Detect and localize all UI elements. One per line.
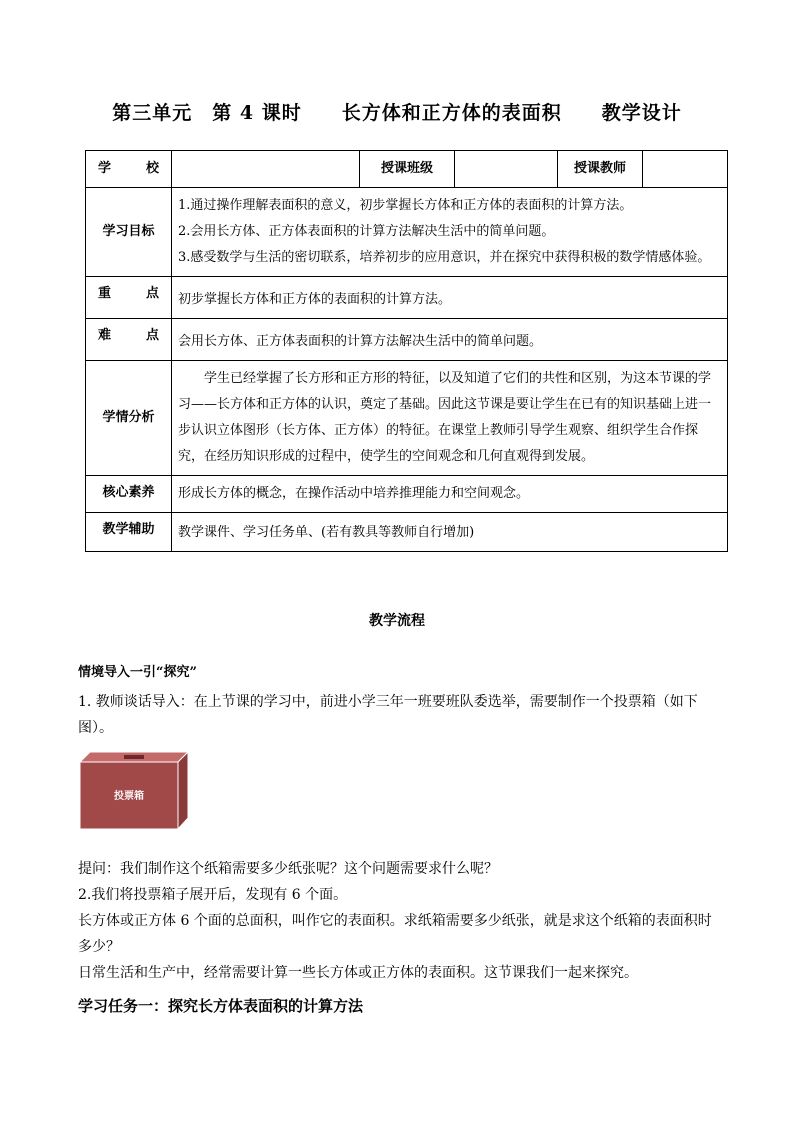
page-title: 第三单元 第 4 课时 长方体和正方体的表面积 教学设计 — [112, 102, 682, 124]
goal-item: 1.通过操作理解表面积的意义，初步掌握长方体和正方体的表面积的计算方法。 — [178, 198, 633, 213]
paragraph-group — [78, 856, 718, 986]
paragraph: 2.我们将投票箱子展开后，发现有 6 个面。 — [78, 887, 348, 903]
section-heading: 情境导入一引“探究” — [78, 665, 197, 680]
core-label: 核心素养 — [86, 476, 172, 513]
difficult-value: 会用长方体、正方体表面积的计算方法解决生活中的简单问题。 — [172, 319, 728, 361]
school-value — [172, 151, 360, 188]
goal-item: 2.会用长方体、正方体表面积的计算方法解决生活中的简单问题。 — [178, 224, 555, 239]
goals-cell — [172, 188, 728, 277]
lesson-info-table — [85, 150, 728, 552]
paragraph: 日常生活和生产中，经常需要计算一些长方体或正方体的表面积。这节课我们一起来探究。 — [78, 965, 638, 981]
paragraph: 长方体或正方体 6 个面的总面积，叫作它的表面积。求纸箱需要多少纸张，就是求这个纸箱的表面积时多少？ — [78, 913, 712, 955]
analysis-label: 学情分析 — [86, 361, 172, 476]
class-label: 授课班级 — [360, 151, 455, 188]
school-label: 学 校 — [86, 151, 172, 188]
key-label: 重 点 — [86, 277, 172, 319]
aids-label: 教学辅助 — [86, 513, 172, 552]
flow-title: 教学流程 — [369, 613, 425, 629]
paragraph: 提问：我们制作这个纸箱需要多少纸张呢？这个问题需要求什么呢？ — [78, 861, 498, 877]
teacher-label: 授课教师 — [558, 151, 643, 188]
core-value: 形成长方体的概念，在操作活动中培养推理能力和空间观念。 — [172, 476, 728, 513]
ballot-box-image — [80, 752, 188, 830]
section-heading: 学习任务一：探究长方体表面积的计算方法 — [78, 997, 364, 1015]
goals-label: 学习目标 — [86, 188, 172, 277]
paragraph: 1. 教师谈话导入：在上节课的学习中，前进小学三年一班要班队委选举，需要制作一个投票箱（如下图）。 — [78, 694, 698, 736]
analysis-value: 学生已经掌握了长方形和正方形的特征，以及知道了它们的共性和区别，为这本节课的学习——长方体和正方体的认识，奠定了基础。因此这节课是要让学生在已有的知识基础上进一步认识立体图形（长方体、正方体）的特征。在课堂上教师引导学生观察、组织学生合作探究，在经历知识形成的过程中，使学生的空间观念和几何直观得到发展。 — [172, 361, 728, 476]
difficult-label: 难 点 — [86, 319, 172, 361]
box-label: 投票箱 — [114, 791, 144, 802]
key-value: 初步掌握长方体和正方体的表面积的计算方法。 — [172, 277, 728, 319]
class-value — [455, 151, 558, 188]
aids-value: 教学课件、学习任务单、(若有教具等教师自行增加) — [172, 513, 728, 552]
teacher-value — [643, 151, 728, 188]
goal-item: 3.感受数学与生活的密切联系，培养初步的应用意识，并在探究中获得积极的数学情感体验。 — [178, 250, 711, 265]
